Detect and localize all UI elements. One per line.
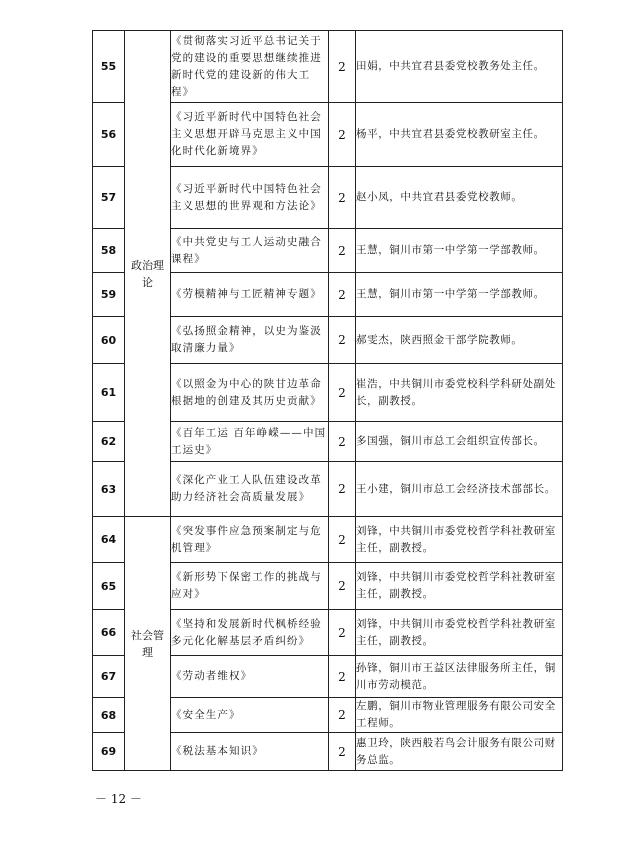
row-number: 61 bbox=[93, 364, 125, 422]
course-title: 《劳模精神与工匠精神专题》 bbox=[171, 273, 329, 317]
row-number: 60 bbox=[93, 317, 125, 364]
row-number: 68 bbox=[93, 698, 125, 733]
lecturer-info: 刘锋，中共铜川市委党校哲学科社教研室主任，副教授。 bbox=[356, 517, 563, 563]
row-number: 66 bbox=[93, 610, 125, 656]
row-number: 64 bbox=[93, 517, 125, 563]
course-hours: 2 bbox=[329, 229, 356, 273]
course-title: 《坚持和发展新时代枫桥经验多元化化解基层矛盾纠纷》 bbox=[171, 610, 329, 656]
course-title: 《劳动者维权》 bbox=[171, 656, 329, 698]
row-number: 57 bbox=[93, 167, 125, 229]
course-hours: 2 bbox=[329, 733, 356, 771]
course-title: 《新形势下保密工作的挑战与应对》 bbox=[171, 563, 329, 610]
course-hours: 2 bbox=[329, 31, 356, 103]
course-hours: 2 bbox=[329, 422, 356, 462]
course-title: 《弘扬照金精神，以史为鉴汲取清廉力量》 bbox=[171, 317, 329, 364]
category-political: 政治理论 bbox=[125, 31, 171, 517]
course-title: 《习近平新时代中国特色社会主义思想开辟马克思主义中国化时代化新境界》 bbox=[171, 103, 329, 167]
course-hours: 2 bbox=[329, 656, 356, 698]
row-number: 65 bbox=[93, 563, 125, 610]
lecturer-info: 郝雯杰，陕西照金干部学院教师。 bbox=[356, 317, 563, 364]
lecturer-info: 王慧，铜川市第一中学第一学部教师。 bbox=[356, 273, 563, 317]
course-title: 《税法基本知识》 bbox=[171, 733, 329, 771]
lecturer-info: 多国强，铜川市总工会组织宣传部长。 bbox=[356, 422, 563, 462]
course-hours: 2 bbox=[329, 517, 356, 563]
course-title: 《深化产业工人队伍建设改革 助力经济社会高质量发展》 bbox=[171, 462, 329, 517]
row-number: 62 bbox=[93, 422, 125, 462]
course-hours: 2 bbox=[329, 698, 356, 733]
page-number: － 12 － bbox=[95, 792, 142, 806]
course-title: 《百年工运 百年峥嵘——中国工运史》 bbox=[171, 422, 329, 462]
course-hours: 2 bbox=[329, 364, 356, 422]
row-number: 63 bbox=[93, 462, 125, 517]
course-hours: 2 bbox=[329, 317, 356, 364]
row-number: 58 bbox=[93, 229, 125, 273]
course-title: 《以照金为中心的陕甘边革命根据地的创建及其历史贡献》 bbox=[171, 364, 329, 422]
lecturer-info: 田娟，中共宜君县委党校教务处主任。 bbox=[356, 31, 563, 103]
course-hours: 2 bbox=[329, 273, 356, 317]
lecturer-info: 赵小凤，中共宜君县委党校教师。 bbox=[356, 167, 563, 229]
lecturer-info: 刘锋，中共铜川市委党校哲学科社教研室主任，副教授。 bbox=[356, 610, 563, 656]
course-hours: 2 bbox=[329, 462, 356, 517]
row-number: 56 bbox=[93, 103, 125, 167]
table-row bbox=[93, 517, 563, 563]
lecturer-info: 王慧，铜川市第一中学第一学部教师。 bbox=[356, 229, 563, 273]
lecturer-info: 孙锋，铜川市王益区法律服务所主任，铜川市劳动模范。 bbox=[356, 656, 563, 698]
category-social: 社会管理 bbox=[125, 517, 171, 771]
lecturer-info: 惠卫玲，陕西般若鸟会计服务有限公司财务总监。 bbox=[356, 733, 563, 771]
course-title: 《中共党史与工人运动史融合课程》 bbox=[171, 229, 329, 273]
lecturer-info: 杨平，中共宜君县委党校教研室主任。 bbox=[356, 103, 563, 167]
lecturer-info: 崔浩，中共铜川市委党校科学科研处副处长，副教授。 bbox=[356, 364, 563, 422]
table-row bbox=[93, 31, 563, 103]
course-hours: 2 bbox=[329, 610, 356, 656]
row-number: 67 bbox=[93, 656, 125, 698]
course-title: 《突发事件应急预案制定与危机管理》 bbox=[171, 517, 329, 563]
row-number: 55 bbox=[93, 31, 125, 103]
course-hours: 2 bbox=[329, 103, 356, 167]
lecturer-info: 王小建，铜川市总工会经济技术部部长。 bbox=[356, 462, 563, 517]
course-title: 《习近平新时代中国特色社会主义思想的世界观和方法论》 bbox=[171, 167, 329, 229]
course-hours: 2 bbox=[329, 167, 356, 229]
course-table bbox=[92, 30, 563, 771]
course-hours: 2 bbox=[329, 563, 356, 610]
row-number: 69 bbox=[93, 733, 125, 771]
course-title: 《安全生产》 bbox=[171, 698, 329, 733]
lecturer-info: 左鹏，铜川市物业管理服务有限公司安全工程师。 bbox=[356, 698, 563, 733]
row-number: 59 bbox=[93, 273, 125, 317]
course-title: 《贯彻落实习近平总书记关于党的建设的重要思想继续推进新时代党的建设新的伟大工程》 bbox=[171, 31, 329, 103]
lecturer-info: 刘锋，中共铜川市委党校哲学科社教研室主任，副教授。 bbox=[356, 563, 563, 610]
